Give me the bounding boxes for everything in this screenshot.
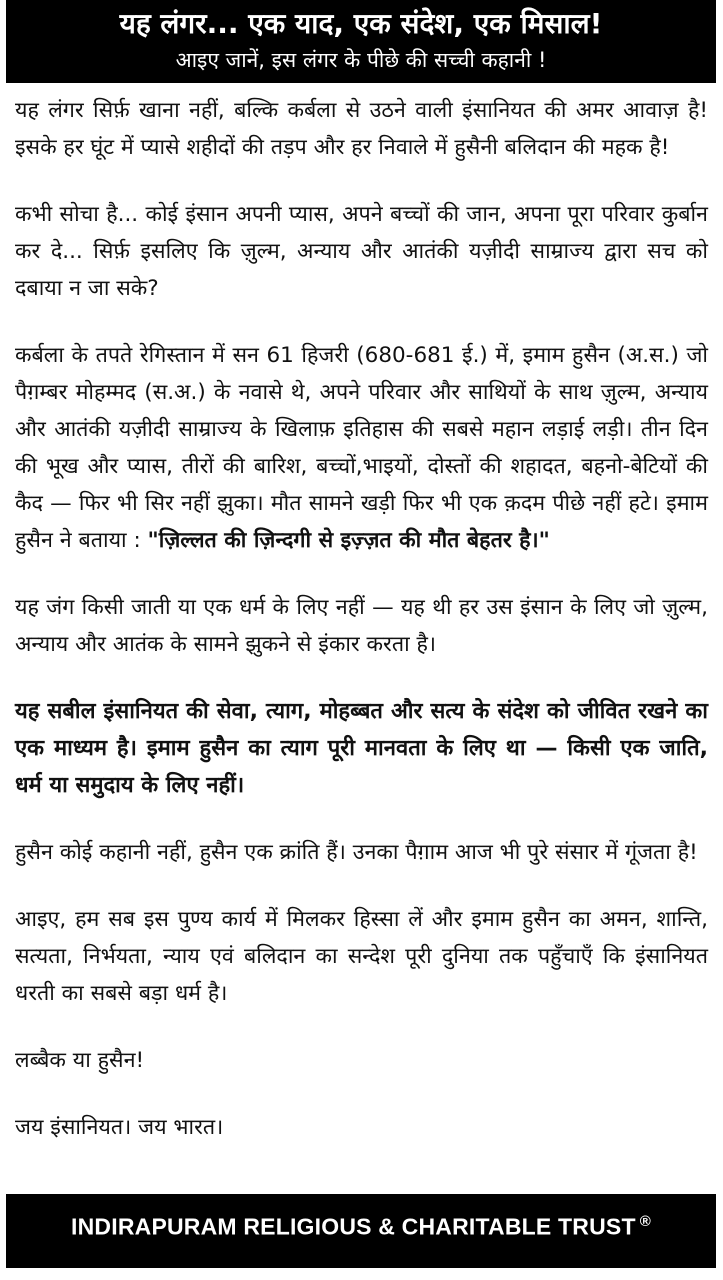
paragraph-jai: जय इंसानियत। जय भारत। <box>15 1115 224 1140</box>
paragraph-karbala-history <box>15 337 708 559</box>
paragraph-labbaik: लब्बैक या हुसैन! <box>15 1048 145 1073</box>
article-body <box>15 92 708 1176</box>
footer-banner <box>6 1194 716 1268</box>
paragraph-intro: यह लंगर सिर्फ़ खाना नहीं, बल्कि कर्बला से उठने वाली इंसानियत की अमर आवाज़ है! इसके हर घूंट में प्यासे शहीदों की तड़प और हर निवाले में हुसैनी बलिदान की महक है! <box>15 98 708 160</box>
paragraph-question: कभी सोचा है... कोई इंसान अपनी प्यास, अपने बच्चों की जान, अपना पूरा परिवार कुर्बान कर दे... सिर्फ़ इसलिए कि ज़ुल्म, अन्याय और आतंकी यज़ीदी साम्राज्य द्वारा सच को दबाया न जा सके? <box>15 202 708 301</box>
header-banner <box>6 0 716 83</box>
registered-mark: ® <box>639 1213 651 1230</box>
history-text: कर्बला के तपते रेगिस्तान में सन 61 हिजरी (680-681 ई.) में, इमाम हुसैन (अ.स.) जो पैग़म्बर मोहम्मद (स.अ.) के नवासे थे, अपने परिवार और साथियों के साथ ज़ुल्म, अन्याय और आतंकी यज़ीदी साम्राज्य के खिलाफ़ इतिहास की सबसे महान लड़ाई लड़ी। तीन दिन की भूख और प्यास, तीरों की बारिश, बच्चों,भाइयों, दोस्तों की शहादत, बहनो-बेटियों की कैद — फिर भी सिर नहीं झुका। मौत सामने खड़ी फिर भी एक क़दम पीछे नहीं हटे। इमाम हुसैन ने बताया : <box>15 343 708 553</box>
paragraph-revolution: हुसैन कोई कहानी नहीं, हुसैन एक क्रांति हैं। उनका पैग़ाम आज भी पुरे संसार में गूंजता है! <box>15 840 698 865</box>
imam-quote: "ज़िल्लत की ज़िन्दगी से इज़्ज़त की मौत बेहतर है।" <box>147 528 550 553</box>
paragraph-invitation: आइए, हम सब इस पुण्य कार्य में मिलकर हिस्सा लें और इमाम हुसैन का अमन, शान्ति, सत्यता, निर्भयता, न्याय एवं बलिदान का सन्देश पूरी दुनिया तक पहुँचाएँ कि इंसानियत धरती का सबसे बड़ा धर्म है। <box>15 907 708 1006</box>
page-title: यह लंगर... एक याद, एक संदेश, एक मिसाल! <box>119 7 603 40</box>
page-subtitle: आइए जानें, इस लंगर के पीछे की सच्ची कहानी ! <box>175 48 547 72</box>
paragraph-sabeel-message: यह सबील इंसानियत की सेवा, त्याग, मोहब्बत और सत्य के संदेश को जीवित रखने का एक माध्यम है। इमाम हुसैन का त्याग पूरी मानवता के लिए था — किसी एक जाति, धर्म या समुदाय के लिए नहीं। <box>15 699 708 798</box>
paragraph-purpose: यह जंग किसी जाती या एक धर्म के लिए नहीं — यह थी हर उस इंसान के लिए जो ज़ुल्म, अन्याय और आतंक के सामने झुकने से इंकार करता है। <box>15 595 708 657</box>
organization-name: INDIRAPURAM RELIGIOUS & CHARITABLE TRUST <box>71 1213 636 1240</box>
